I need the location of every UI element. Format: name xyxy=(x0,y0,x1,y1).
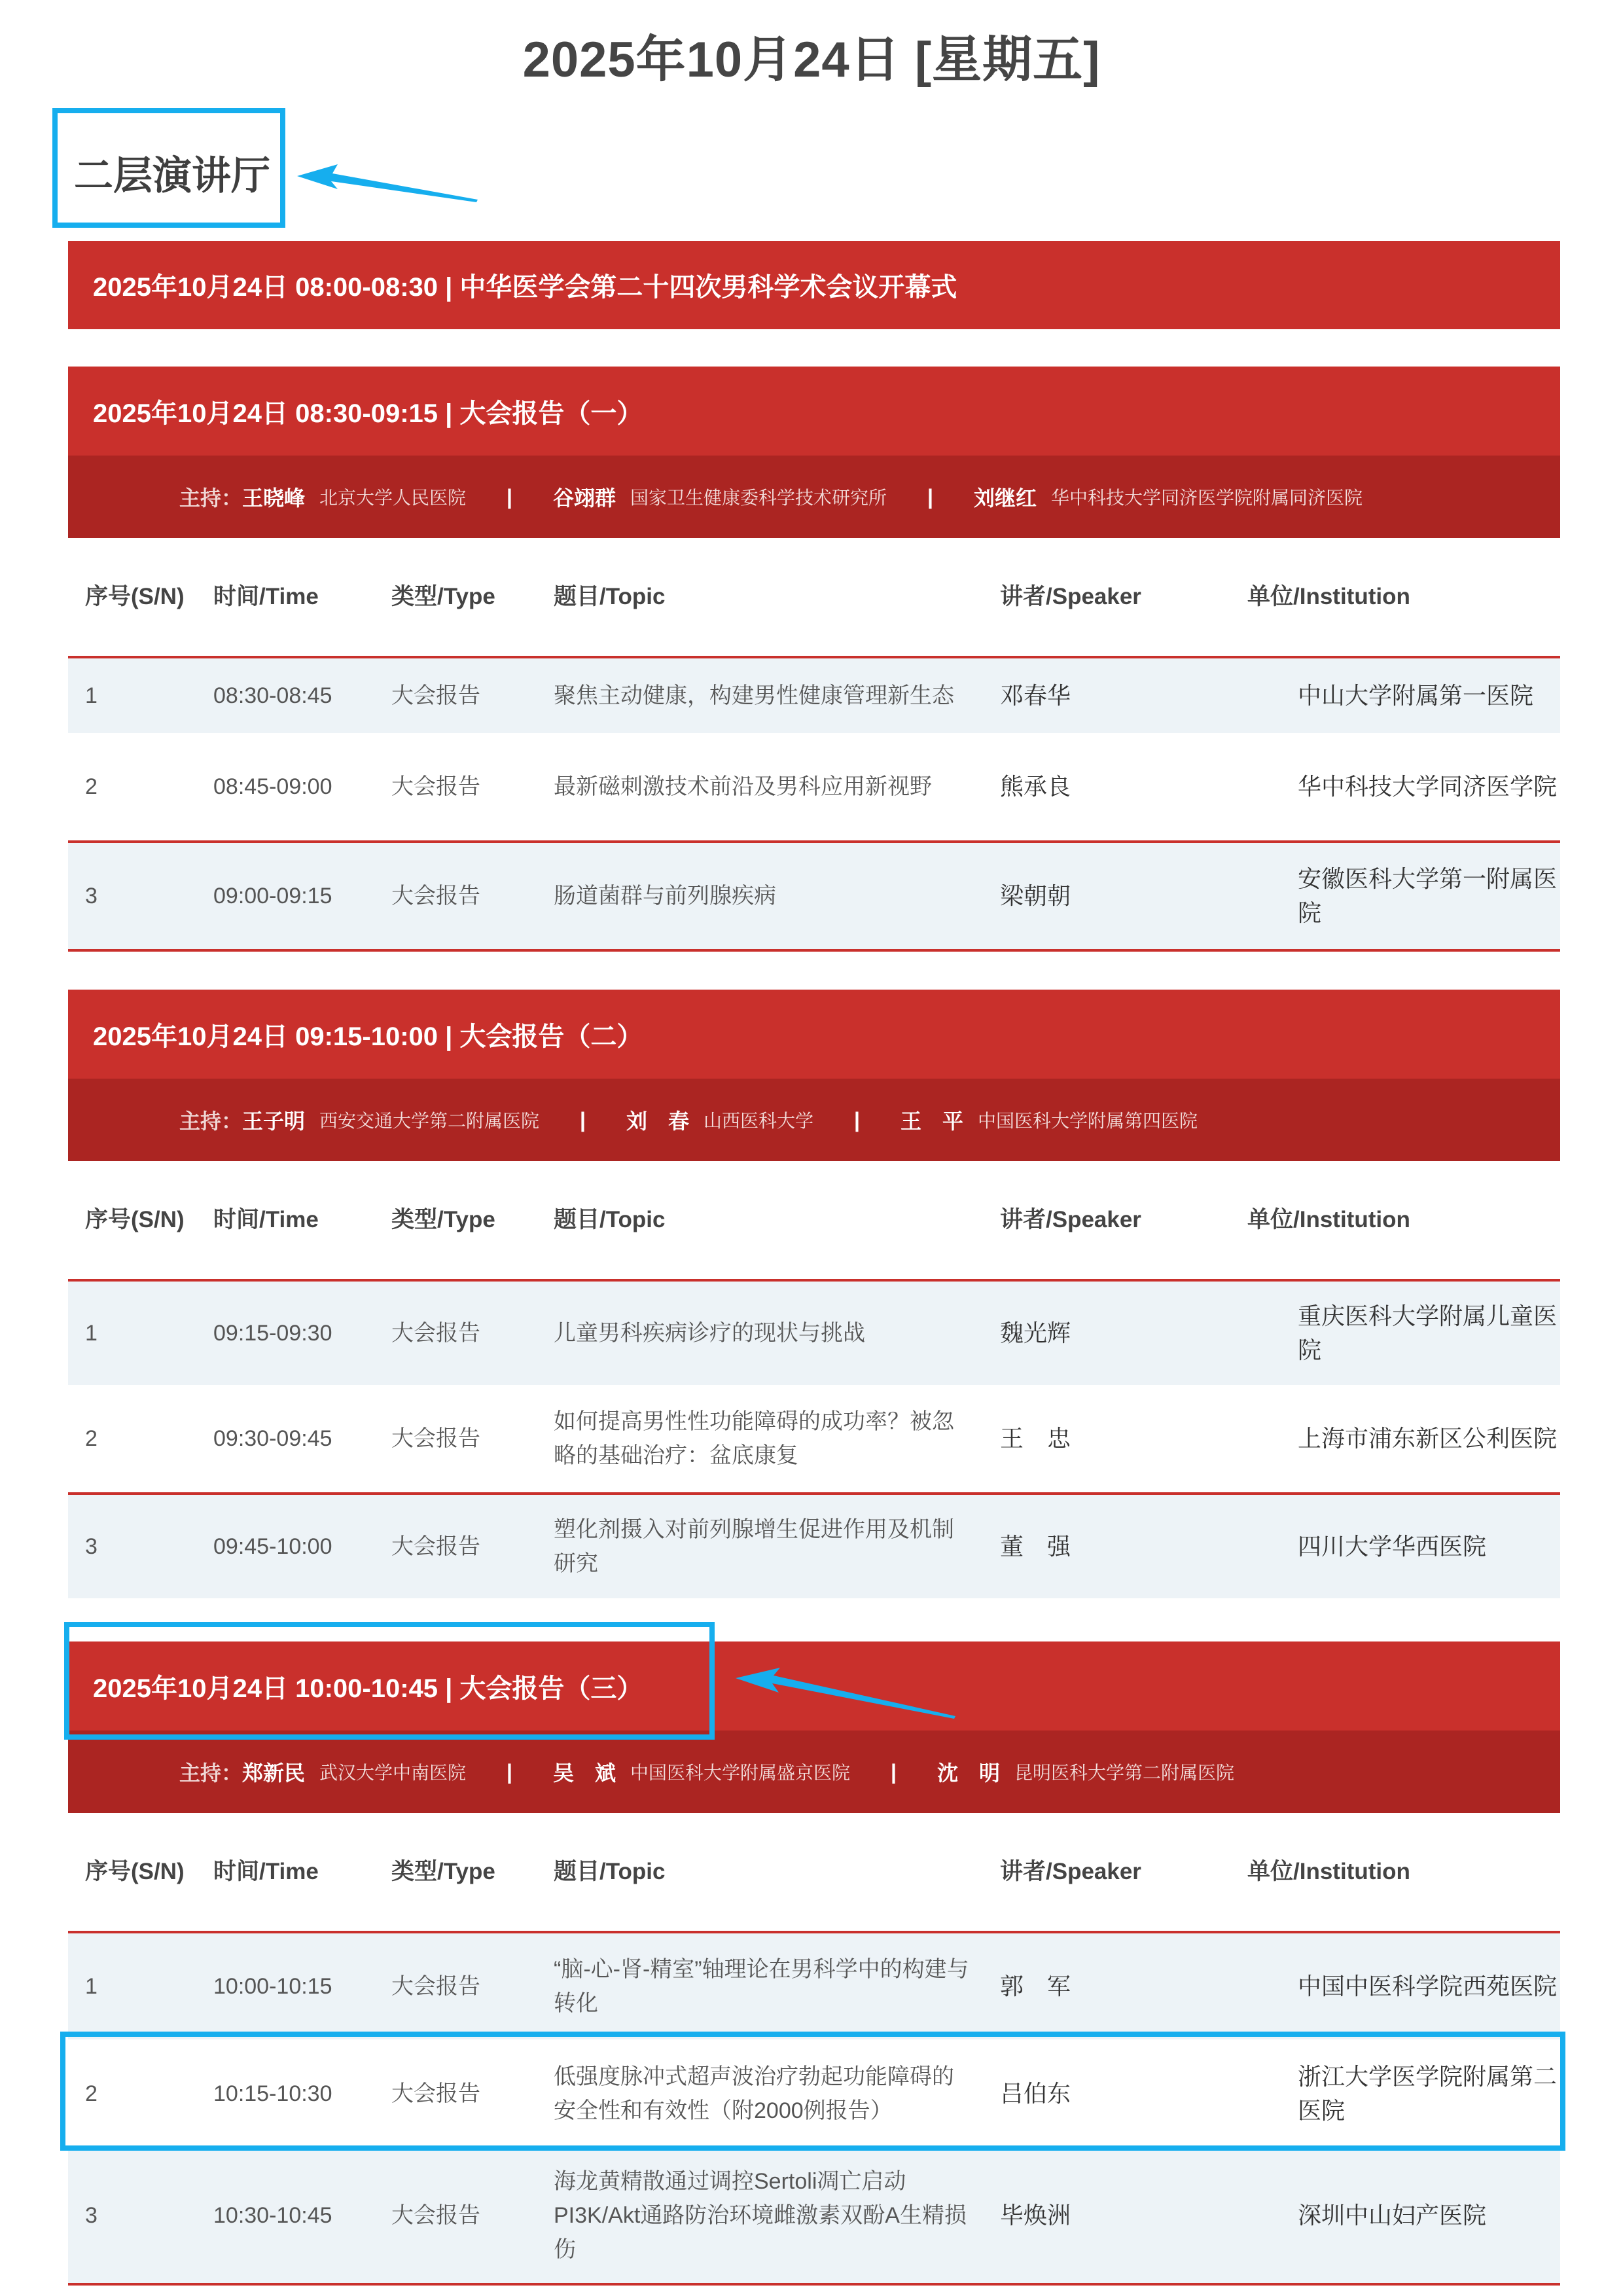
row-sn: 1 xyxy=(85,1974,98,1999)
row-institution: 安徽医科大学第一附属医院 xyxy=(1298,865,1558,926)
row-sn: 1 xyxy=(85,1321,98,1346)
row-type: 大会报告 xyxy=(391,1534,480,1559)
row-type: 大会报告 xyxy=(391,2081,480,2106)
row-speaker: 魏光辉 xyxy=(1000,1319,1071,1346)
col-type: 类型/Type xyxy=(391,1207,495,1232)
row-time: 09:00-09:15 xyxy=(213,884,332,908)
col-institution: 单位/Institution xyxy=(1247,584,1410,609)
annotation-arrow-icon xyxy=(733,1656,969,1721)
session-1 xyxy=(68,367,1560,952)
row-time: 08:30-08:45 xyxy=(213,683,332,708)
chair-bar xyxy=(68,1079,1560,1161)
chair-name: 王子明 xyxy=(242,1109,306,1133)
row-speaker: 董 强 xyxy=(1000,1533,1071,1560)
chair-inst: 西安交通大学第二附属医院 xyxy=(319,1111,540,1131)
session-header: 2025年10月24日 08:30-09:15 | 大会报告（一） xyxy=(68,367,1560,456)
session-header: 2025年10月24日 10:00-10:45 | 大会报告（三） xyxy=(68,1641,1560,1731)
separator: | xyxy=(927,484,933,509)
chair-bar xyxy=(68,1731,1560,1813)
chair-bar xyxy=(68,456,1560,538)
row-topic: 最新磁刺激技术前沿及男科应用新视野 xyxy=(554,774,932,799)
chair-name: 王晓峰 xyxy=(242,486,306,510)
row-speaker: 邓春华 xyxy=(1000,682,1071,709)
highlighted-row-box xyxy=(60,2032,1565,2151)
col-institution: 单位/Institution xyxy=(1247,1207,1410,1232)
row-topic: “脑-心-肾-精室”轴理论在男科学中的构建与转化 xyxy=(554,1957,969,2016)
chair-inst: 昆明医科大学第二附属医院 xyxy=(1014,1763,1235,1783)
chair-inst: 北京大学人民医院 xyxy=(319,488,467,508)
separator: | xyxy=(507,1759,512,1784)
col-sn: 序号(S/N) xyxy=(85,584,185,609)
chair-inst: 中国医科大学附属盛京医院 xyxy=(630,1763,851,1783)
table-row xyxy=(68,657,1560,733)
row-time: 08:45-09:00 xyxy=(213,774,332,799)
table-row xyxy=(68,1280,1560,1385)
row-type: 大会报告 xyxy=(391,774,480,799)
separator: | xyxy=(854,1107,860,1132)
table-header-row xyxy=(68,538,1560,657)
row-type: 大会报告 xyxy=(391,1321,480,1346)
schedule-table xyxy=(68,1161,1560,1598)
row-topic: 聚焦主动健康，构建男性健康管理新生态 xyxy=(554,683,954,708)
chair-label: 主持： xyxy=(179,486,243,510)
schedule-table xyxy=(68,538,1560,952)
col-time: 时间/Time xyxy=(213,1207,319,1232)
hall-title: 二层演讲厅 xyxy=(74,154,270,198)
chair-name: 谷翊群 xyxy=(553,486,616,510)
row-speaker: 郭 军 xyxy=(1000,1973,1071,2000)
chair-name: 沈 明 xyxy=(936,1761,1000,1785)
row-topic: 肠道菌群与前列腺疾病 xyxy=(554,884,776,908)
col-topic: 题目/Topic xyxy=(554,1859,666,1884)
row-sn: 3 xyxy=(85,884,98,908)
row-sn: 2 xyxy=(85,2081,98,2106)
separator: | xyxy=(891,1759,897,1784)
session-header: 2025年10月24日 09:15-10:00 | 大会报告（二） xyxy=(68,990,1560,1079)
row-speaker: 吕伯东 xyxy=(1000,2080,1071,2107)
col-speaker: 讲者/Speaker xyxy=(1000,1859,1141,1884)
separator: | xyxy=(507,484,512,509)
row-type: 大会报告 xyxy=(391,683,480,708)
row-institution: 深圳中山妇产医院 xyxy=(1298,2202,1487,2229)
row-sn: 2 xyxy=(85,1426,98,1451)
col-institution: 单位/Institution xyxy=(1247,1859,1410,1884)
row-speaker: 梁朝朝 xyxy=(1000,882,1071,909)
chair-inst: 国家卫生健康委科学技术研究所 xyxy=(630,488,887,508)
row-time: 09:30-09:45 xyxy=(213,1426,332,1451)
row-time: 10:00-10:15 xyxy=(213,1974,332,1999)
col-time: 时间/Time xyxy=(213,1859,319,1884)
row-sn: 3 xyxy=(85,2203,98,2228)
row-type: 大会报告 xyxy=(391,884,480,908)
col-type: 类型/Type xyxy=(391,1859,495,1884)
row-topic: 如何提高男性性功能障碍的成功率？被忽略的基础治疗：盆底康复 xyxy=(554,1409,954,1468)
hall-highlight-box xyxy=(52,108,285,228)
opening-header: 2025年10月24日 08:00-08:30 | 中华医学会第二十四次男科学术会议开幕式 xyxy=(68,241,1560,329)
row-institution: 中山大学附属第一医院 xyxy=(1298,682,1534,709)
table-row xyxy=(68,733,1560,842)
row-type: 大会报告 xyxy=(391,1426,480,1451)
table-row xyxy=(68,1385,1560,1494)
chair-label: 主持： xyxy=(179,1109,243,1133)
col-speaker: 讲者/Speaker xyxy=(1000,584,1141,609)
col-speaker: 讲者/Speaker xyxy=(1000,1207,1141,1232)
row-time: 10:30-10:45 xyxy=(213,2203,332,2228)
opening-ceremony xyxy=(68,241,1560,329)
chair-name: 王 平 xyxy=(900,1109,963,1133)
row-institution: 浙江大学医学院附属第二医院 xyxy=(1298,2063,1558,2124)
col-sn: 序号(S/N) xyxy=(85,1207,185,1232)
chair-inst: 武汉大学中南医院 xyxy=(319,1763,467,1783)
row-type: 大会报告 xyxy=(391,2203,480,2228)
table-header-row xyxy=(68,1813,1560,1932)
row-speaker: 毕焕洲 xyxy=(1000,2202,1071,2229)
row-topic: 低强度脉冲式超声波治疗勃起功能障碍的安全性和有效性（附2000例报告） xyxy=(554,2064,954,2123)
col-topic: 题目/Topic xyxy=(554,584,666,609)
col-sn: 序号(S/N) xyxy=(85,1859,185,1884)
chair-inst: 华中科技大学同济医学院附属同济医院 xyxy=(1051,488,1363,508)
page-title: 2025年10月24日 [星期五] xyxy=(522,32,1101,88)
table-row xyxy=(68,1932,1560,2039)
row-topic: 儿童男科疾病诊疗的现状与挑战 xyxy=(554,1321,865,1346)
separator: | xyxy=(580,1107,586,1132)
chair-name: 刘 春 xyxy=(626,1109,690,1133)
row-sn: 3 xyxy=(85,1534,98,1559)
row-speaker: 王 忠 xyxy=(1000,1425,1071,1452)
col-type: 类型/Type xyxy=(391,584,495,609)
table-row xyxy=(68,2148,1560,2284)
table-row xyxy=(68,842,1560,950)
row-sn: 2 xyxy=(85,774,98,799)
row-institution: 重庆医科大学附属儿童医院 xyxy=(1298,1302,1558,1363)
row-time: 10:15-10:30 xyxy=(213,2081,332,2106)
col-topic: 题目/Topic xyxy=(554,1207,666,1232)
chair-name: 吴 斌 xyxy=(553,1761,616,1785)
row-institution: 四川大学华西医院 xyxy=(1298,1533,1487,1560)
annotation-arrow-icon xyxy=(294,154,491,206)
row-topic: 海龙黄精散通过调控Sertoli凋亡启动PI3K/Akt通路防治环境雌激素双酚A生精损伤 xyxy=(554,2169,967,2262)
table-header-row xyxy=(68,1161,1560,1280)
row-type: 大会报告 xyxy=(391,1974,480,1999)
col-time: 时间/Time xyxy=(213,584,319,609)
row-institution: 上海市浦东新区公利医院 xyxy=(1298,1425,1558,1452)
chair-label: 主持： xyxy=(179,1761,243,1785)
row-institution: 中国中医科学院西苑医院 xyxy=(1298,1973,1558,2000)
row-institution: 华中科技大学同济医学院 xyxy=(1298,773,1558,800)
row-topic: 塑化剂摄入对前列腺增生促进作用及机制研究 xyxy=(554,1517,954,1576)
row-sn: 1 xyxy=(85,683,98,708)
row-speaker: 熊承良 xyxy=(1000,773,1071,800)
table-row xyxy=(68,1494,1560,1598)
chair-name: 刘继红 xyxy=(973,486,1037,510)
row-time: 09:45-10:00 xyxy=(213,1534,332,1559)
session-2 xyxy=(68,990,1560,1598)
row-time: 09:15-09:30 xyxy=(213,1321,332,1346)
chair-inst: 山西医科大学 xyxy=(704,1111,814,1131)
session-3-header-highlight-box xyxy=(64,1622,715,1740)
chair-inst: 中国医科大学附属第四医院 xyxy=(978,1111,1198,1131)
chair-name: 郑新民 xyxy=(242,1761,306,1785)
